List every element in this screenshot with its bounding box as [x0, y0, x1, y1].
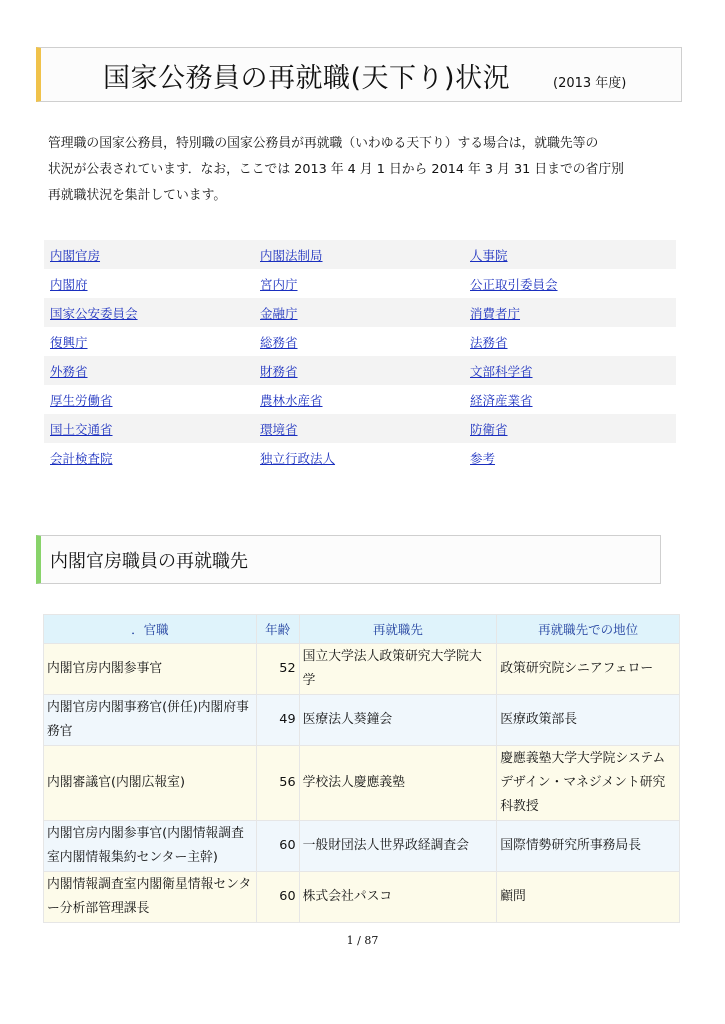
- ministry-link[interactable]: 公正取引委員会: [470, 277, 558, 292]
- link-row: [44, 443, 676, 472]
- cell-position: 内閣情報調査室内閣衛星情報センター分析部管理課長: [44, 872, 257, 923]
- ministry-link[interactable]: 経済産業省: [470, 393, 533, 408]
- cell-age: 56: [256, 746, 299, 821]
- table-row: [44, 821, 680, 872]
- ministry-link[interactable]: 文部科学省: [470, 364, 533, 379]
- link-row: [44, 240, 676, 269]
- cell-role: 政策研究院シニアフェロー: [497, 644, 680, 695]
- page-number: 1 / 87: [346, 934, 379, 947]
- link-row: [44, 356, 676, 385]
- ministry-link[interactable]: 消費者庁: [470, 306, 521, 321]
- table-header-row: [44, 615, 680, 644]
- column-header-position: ．官職: [44, 615, 257, 644]
- table-row: [44, 695, 680, 746]
- cell-position: 内閣審議官(内閣広報室): [44, 746, 257, 821]
- table-row: [44, 746, 680, 821]
- link-row: [44, 385, 676, 414]
- cell-position: 内閣官房内閣参事官(内閣情報調査室内閣情報集約センター主幹): [44, 821, 257, 872]
- ministry-link[interactable]: 人事院: [470, 248, 508, 263]
- column-header-role: 再就職先での地位: [497, 615, 680, 644]
- section-heading: 内閣官房職員の再就職先: [50, 551, 248, 572]
- ministry-link[interactable]: 内閣府: [50, 277, 88, 292]
- link-row: [44, 269, 676, 298]
- page-title-year: (2013 年度): [553, 76, 627, 91]
- ministry-link[interactable]: 参考: [470, 451, 496, 466]
- column-header-employer: 再就職先: [299, 615, 497, 644]
- section-heading-box: [36, 535, 661, 584]
- ministry-link[interactable]: 農林水産省: [260, 393, 323, 408]
- ministry-link[interactable]: 内閣法制局: [260, 248, 323, 263]
- intro-line: 再就職状況を集計しています。: [48, 188, 227, 203]
- link-row: [44, 327, 676, 356]
- ministry-link[interactable]: 外務省: [50, 364, 88, 379]
- ministry-link[interactable]: 法務省: [470, 335, 508, 350]
- page-title-box: [36, 47, 682, 102]
- ministry-link[interactable]: 宮内庁: [260, 277, 298, 292]
- cell-age: 60: [256, 872, 299, 923]
- ministry-link-grid: [44, 240, 676, 472]
- cell-employer: 一般財団法人世界政経調査会: [299, 821, 497, 872]
- intro-paragraph: [48, 131, 688, 209]
- ministry-link[interactable]: 防衛省: [470, 422, 508, 437]
- cell-age: 60: [256, 821, 299, 872]
- ministry-link[interactable]: 総務省: [260, 335, 298, 350]
- column-header-age: 年齢: [256, 615, 299, 644]
- ministry-link[interactable]: 財務省: [260, 364, 298, 379]
- cell-age: 49: [256, 695, 299, 746]
- cell-employer: 国立大学法人政策研究大学院大学: [299, 644, 497, 695]
- ministry-link[interactable]: 会計検査院: [50, 451, 113, 466]
- ministry-link[interactable]: 独立行政法人: [260, 451, 336, 466]
- cell-role: 顧問: [497, 872, 680, 923]
- ministry-link[interactable]: 厚生労働省: [50, 393, 113, 408]
- cell-age: 52: [256, 644, 299, 695]
- ministry-link[interactable]: 内閣官房: [50, 248, 101, 263]
- cell-employer: 学校法人慶應義塾: [299, 746, 497, 821]
- cell-role: 国際情勢研究所事務局長: [497, 821, 680, 872]
- intro-line: 状況が公表されています．なお，ここでは 2013 年 4 月 1 日から 2014 年 3 月 31 日までの省庁別: [48, 162, 624, 177]
- cell-role: 慶應義塾大学大学院システムデザイン・マネジメント研究科教授: [497, 746, 680, 821]
- cell-employer: 医療法人葵鐘会: [299, 695, 497, 746]
- reemployment-table: [43, 614, 680, 923]
- ministry-link[interactable]: 金融庁: [260, 306, 298, 321]
- table-row: [44, 644, 680, 695]
- cell-role: 医療政策部長: [497, 695, 680, 746]
- cell-employer: 株式会社パスコ: [299, 872, 497, 923]
- ministry-link[interactable]: 環境省: [260, 422, 298, 437]
- intro-line: 管理職の国家公務員，特別職の国家公務員が再就職（いわゆる天下り）する場合は，就職先等の: [48, 136, 599, 151]
- ministry-link[interactable]: 復興庁: [50, 335, 88, 350]
- ministry-link[interactable]: 国土交通省: [50, 422, 113, 437]
- table-row: [44, 872, 680, 923]
- cell-position: 内閣官房内閣参事官: [44, 644, 257, 695]
- page-title: 国家公務員の再就職(天下り)状況: [103, 63, 511, 94]
- ministry-link[interactable]: 国家公安委員会: [50, 306, 138, 321]
- link-row: [44, 298, 676, 327]
- link-row: [44, 414, 676, 443]
- cell-position: 内閣官房内閣事務官(併任)内閣府事務官: [44, 695, 257, 746]
